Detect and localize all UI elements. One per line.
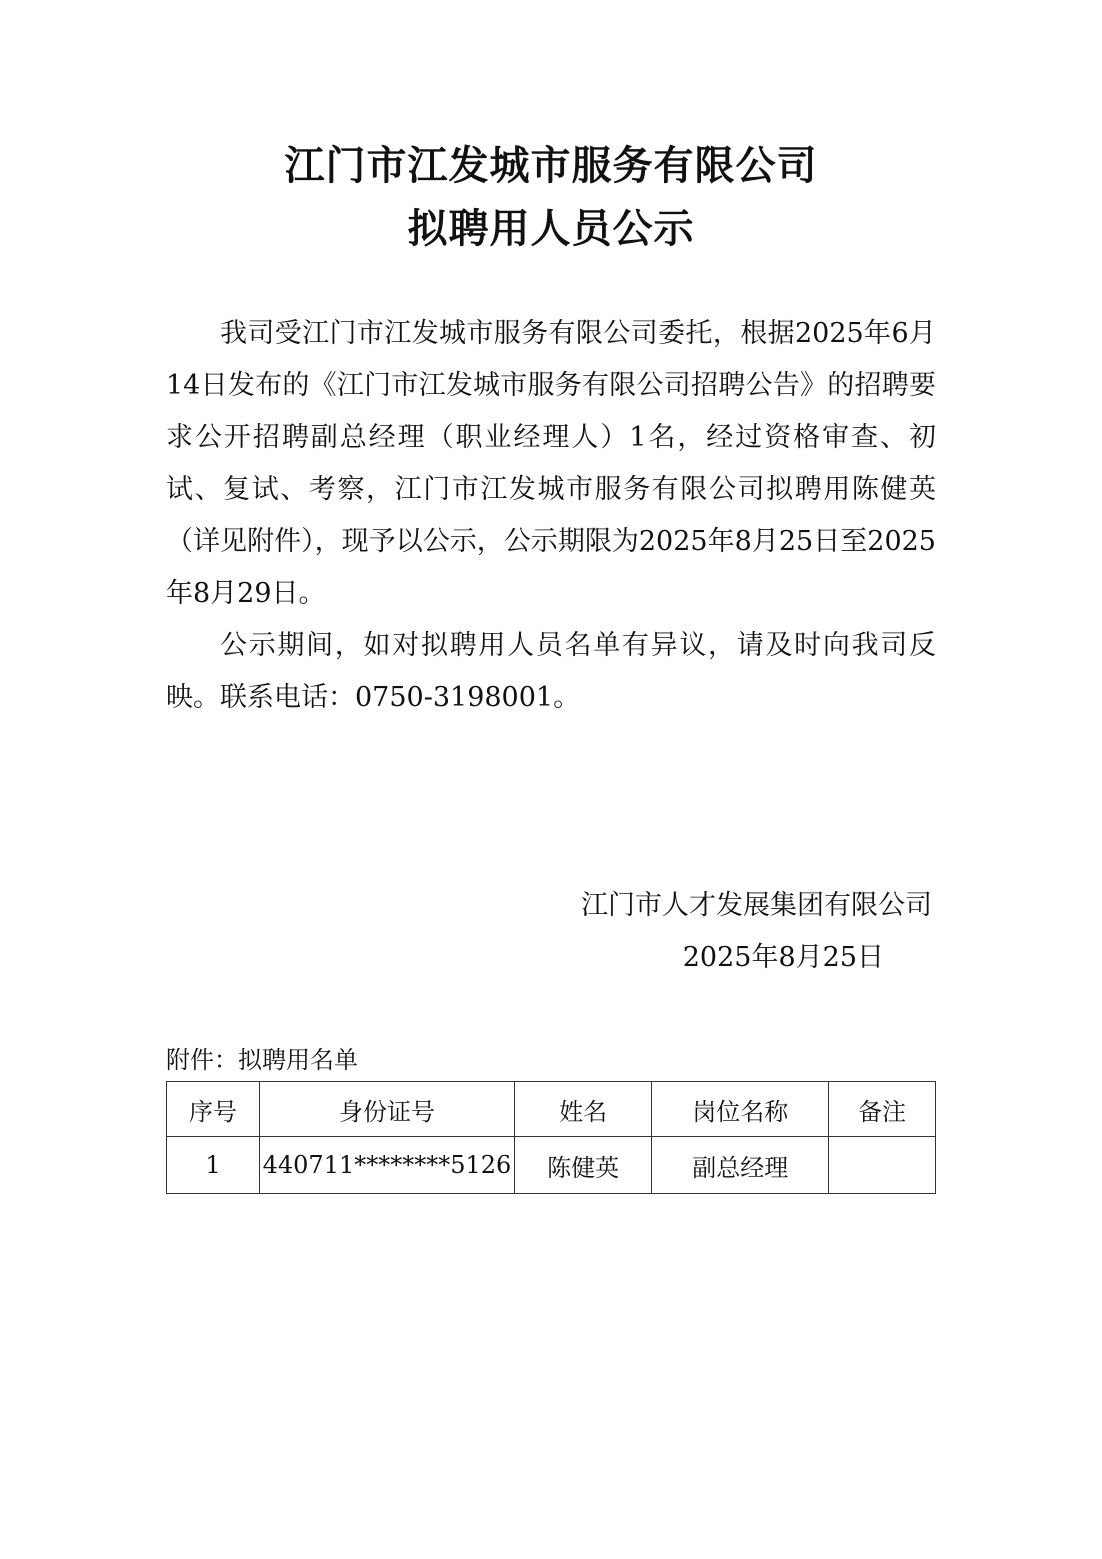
body-paragraph-1: 我司受江门市江发城市服务有限公司委托，根据2025年6月14日发布的《江门市江发城市服务有限公司招聘公告》的招聘要求公开招聘副总经理（职业经理人）1名，经过资格审查、初试、复试、考察，江门市江发城市服务有限公司拟聘用陈健英（详见附件），现予以公示，公示期限为2025年8月25日至2025年8月29日。: [166, 318, 936, 609]
header-remarks: 备注: [829, 1082, 936, 1137]
header-position: 岗位名称: [652, 1082, 829, 1137]
document-body: [166, 308, 936, 724]
document-title-line2: 拟聘用人员公示: [407, 205, 695, 252]
header-name: 姓名: [514, 1082, 651, 1137]
hiring-roster-table: [166, 1081, 936, 1194]
table-row: [167, 1137, 936, 1194]
cell-seq: 1: [167, 1137, 260, 1194]
header-id-number: 身份证号: [260, 1082, 515, 1137]
table-header-row: [167, 1082, 936, 1137]
cell-remarks: [829, 1137, 936, 1194]
signature-organization: 江门市人才发展集团有限公司: [581, 890, 932, 921]
attachment-label: 附件：拟聘用名单: [166, 1046, 358, 1074]
header-seq: 序号: [167, 1082, 260, 1137]
body-paragraph-2: 公示期间，如对拟聘用人员名单有异议，请及时向我司反映。联系电话：0750-3198001。: [166, 630, 936, 713]
signature-date: 2025年8月25日: [682, 942, 884, 973]
cell-id-number: 440711********5126: [260, 1137, 515, 1194]
cell-position: 副总经理: [652, 1137, 829, 1194]
document-title-line1: 江门市江发城市服务有限公司: [284, 142, 818, 189]
cell-name: 陈健英: [514, 1137, 651, 1194]
